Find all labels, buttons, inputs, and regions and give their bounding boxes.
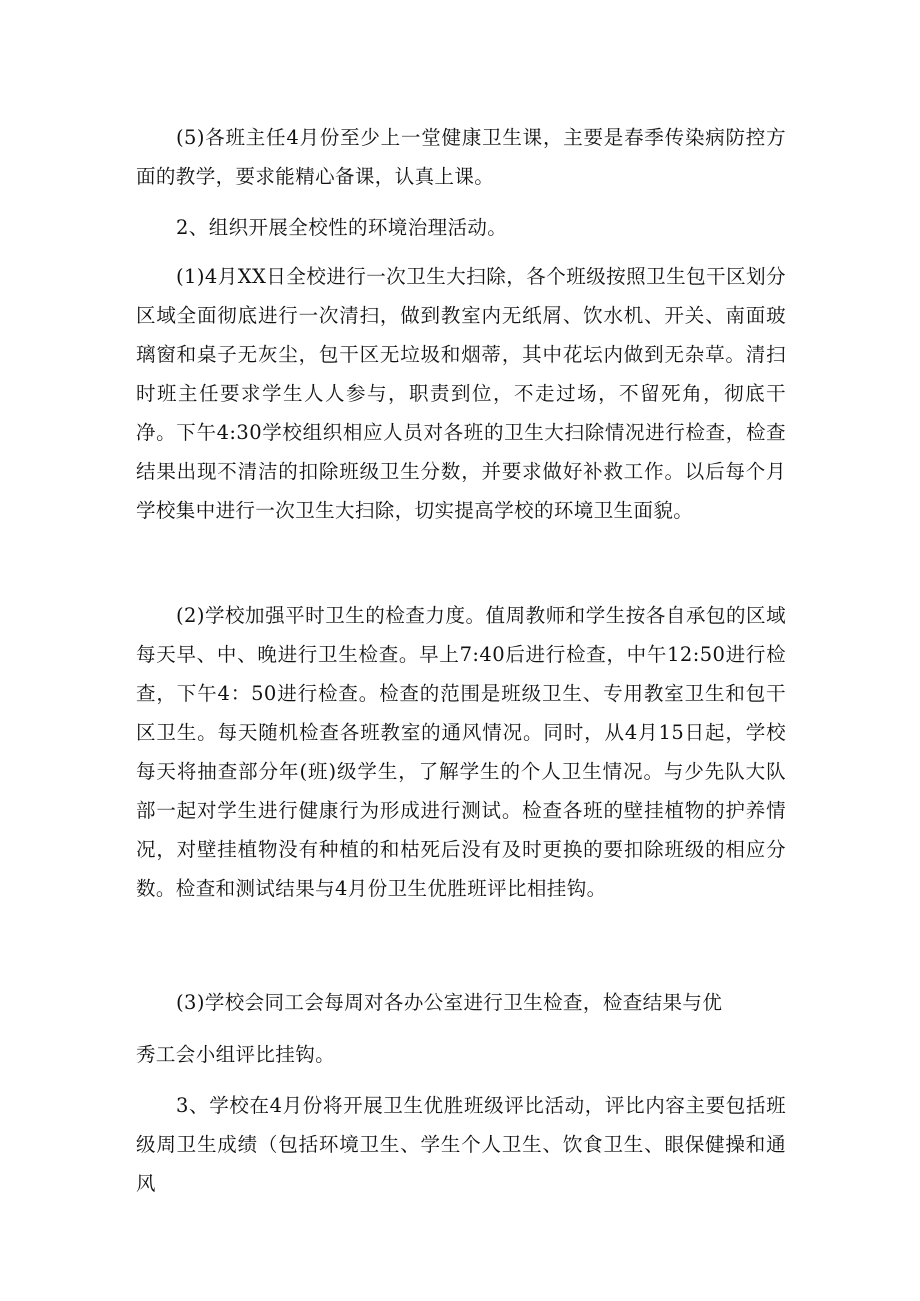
paragraph-3-office-line2: 秀工会小组评比挂钩。 bbox=[136, 1043, 336, 1066]
section-heading-2: 2、组织开展全校性的环境治理活动。 bbox=[176, 216, 508, 239]
paragraph-2-inspection: (2)学校加强平时卫生的检查力度。值周教师和学生按各自承包的区域每天早、中、晚进行卫生检查。早上7:40后进行检查，中午12:50进行检查，下午4：50进行检查。检查的范围是班级卫生、专用教室卫生和包干区卫生。每天随机检查各班教室的通风情况。同时，从4月15日起，学校每天将抽查部分年(班)级学生，了解学生的个人卫生情况。与少先队大队部一起对学生进行健康行为形成进行测试。检查各班的壁挂植物的护养情况，对壁挂植物没有种植的和枯死后没有及时更换的要扣除班级的相应分数。检查和测试结果与4月份卫生优胜班评比相挂钩。 bbox=[136, 604, 786, 900]
paragraph-5-health-class: (5)各班主任4月份至少上一堂健康卫生课，主要是春季传染病防控方面的教学，要求能精心备课，认真上课。 bbox=[136, 126, 786, 188]
section-3-evaluation: 3、学校在4月份将开展卫生优胜班级评比活动，评比内容主要包括班级周卫生成绩（包括环境卫生、学生个人卫生、饮食卫生、眼保健操和通风 bbox=[136, 1094, 786, 1195]
paragraph-3-office-line1: (3)学校会同工会每周对各办公室进行卫生检查，检查结果与优 bbox=[176, 991, 723, 1014]
paragraph-1-cleanup: (1)4月XX日全校进行一次卫生大扫除，各个班级按照卫生包干区划分区域全面彻底进行一次清扫，做到教室内无纸屑、饮水机、开关、南面玻璃窗和桌子无灰尘，包干区无垃圾和烟蒂，其中花坛内做到无杂草。清扫时班主任要求学生人人参与，职责到位，不走过场，不留死角，彻底干净。下午4:30学校组织相应人员对各班的卫生大扫除情况进行检查，检查结果出现不清洁的扣除班级卫生分数，并要求做好补救工作。以后每个月学校集中进行一次卫生大扫除，切实提高学校的环境卫生面貌。 bbox=[136, 265, 786, 522]
